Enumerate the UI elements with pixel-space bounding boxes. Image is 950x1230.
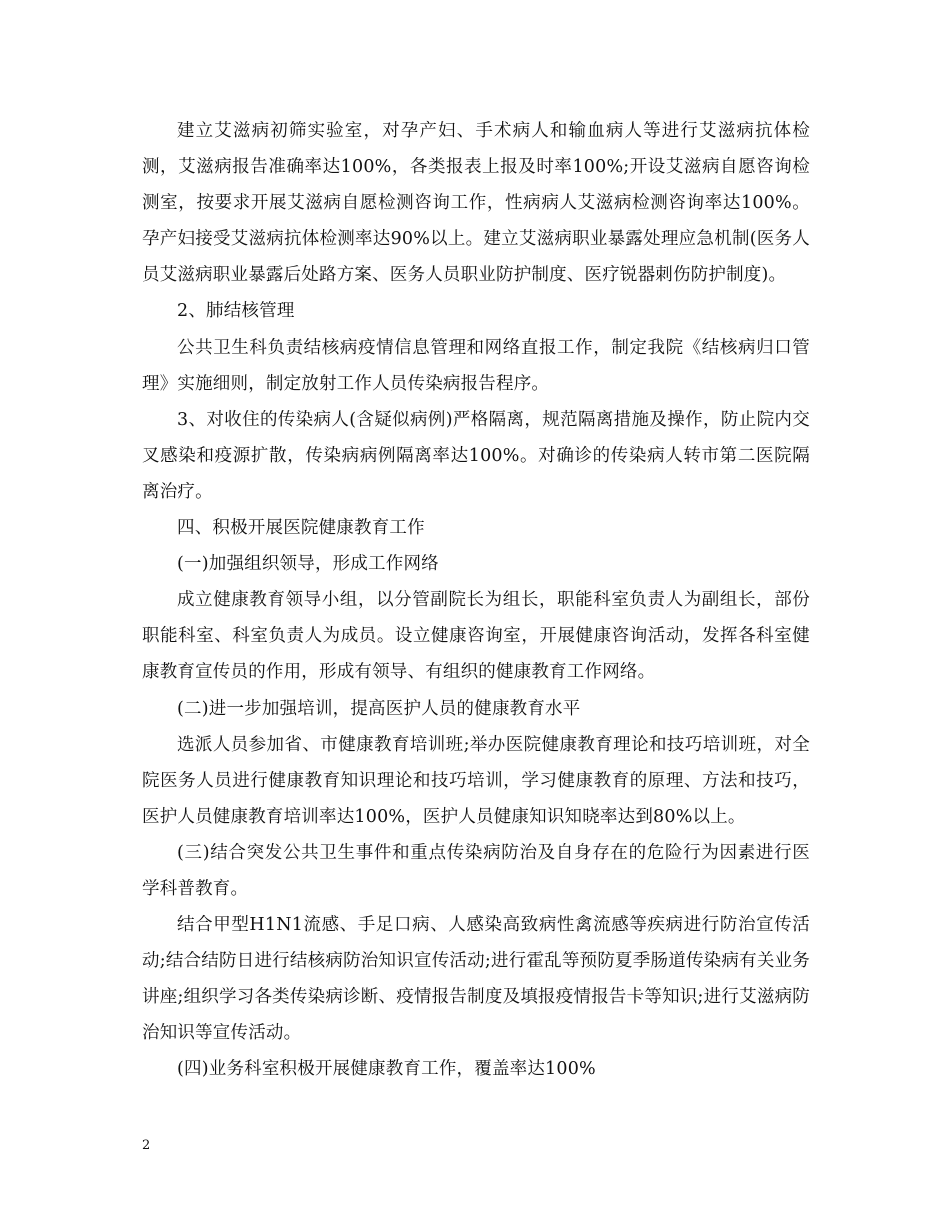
section-heading-health-education: 四、积极开展医院健康教育工作 <box>177 518 425 539</box>
paragraph-tuberculosis-reporting: 公共卫生科负责结核病疫情信息管理和网络直报工作，制定我院《结核病归口管理》实施细则，制定放射工作人员传染病报告程序。 <box>142 337 810 394</box>
subheading-department-coverage: (四)业务科室积极开展健康教育工作，覆盖率达100% <box>177 1059 596 1080</box>
page-number: 2 <box>142 1138 151 1153</box>
paragraph-leadership-group: 成立健康教育领导小组，以分管副院长为组长，职能科室负责人为副组长，部份职能科室、科室负责人为成员。设立健康咨询室，开展健康咨询活动，发挥各科室健康教育宣传员的作用，形成有领导、有组织的健康教育工作网络。 <box>142 590 810 683</box>
paragraph-training-details: 选派人员参加省、市健康教育培训班;举办医院健康教育理论和技巧培训班，对全院医务人员进行健康教育知识理论和技巧培训，学习健康教育的原理、方法和技巧，医护人员健康教育培训率达100%，医护人员健康知识知晓率达到80%以上。 <box>142 734 810 827</box>
document-body <box>142 113 810 1088</box>
paragraph-isolation: 3、对收住的传染病人(含疑似病例)严格隔离，规范隔离措施及操作，防止院内交叉感染和疫源扩散，传染病病例隔离率达100%。对确诊的传染病人转市第二医院隔离治疗。 <box>142 409 810 502</box>
subheading-organization: (一)加强组织领导，形成工作网络 <box>177 554 439 575</box>
paragraph-disease-campaigns: 结合甲型H1N1流感、手足口病、人感染高致病性禽流感等疾病进行防治宣传活动;结合结防日进行结核病防治知识宣传活动;进行霍乱等预防夏季肠道传染病有关业务讲座;组织学习各类传染病诊断、疫情报告制度及填报疫情报告卡等知识;进行艾滋病防治知识等宣传活动。 <box>142 915 810 1044</box>
paragraph-aids-lab: 建立艾滋病初筛实验室，对孕产妇、手术病人和输血病人等进行艾滋病抗体检测，艾滋病报告准确率达100%，各类报表上报及时率100%;开设艾滋病自愿咨询检测室，按要求开展艾滋病自愿检测咨询工作，性病病人艾滋病检测咨询率达100%。孕产妇接受艾滋病抗体检测率达90%以上。建立艾滋病职业暴露处理应急机制(医务人员艾滋病职业暴露后处路方案、医务人员职业防护制度、医疗锐器刺伤防护制度)。 <box>142 121 810 286</box>
heading-tuberculosis-management: 2、肺结核管理 <box>177 301 295 322</box>
subheading-public-health-events: (三)结合突发公共卫生事件和重点传染病防治及自身存在的危险行为因素进行医学科普教育。 <box>142 842 810 899</box>
subheading-training: (二)进一步加强培训，提高医护人员的健康教育水平 <box>177 698 581 719</box>
